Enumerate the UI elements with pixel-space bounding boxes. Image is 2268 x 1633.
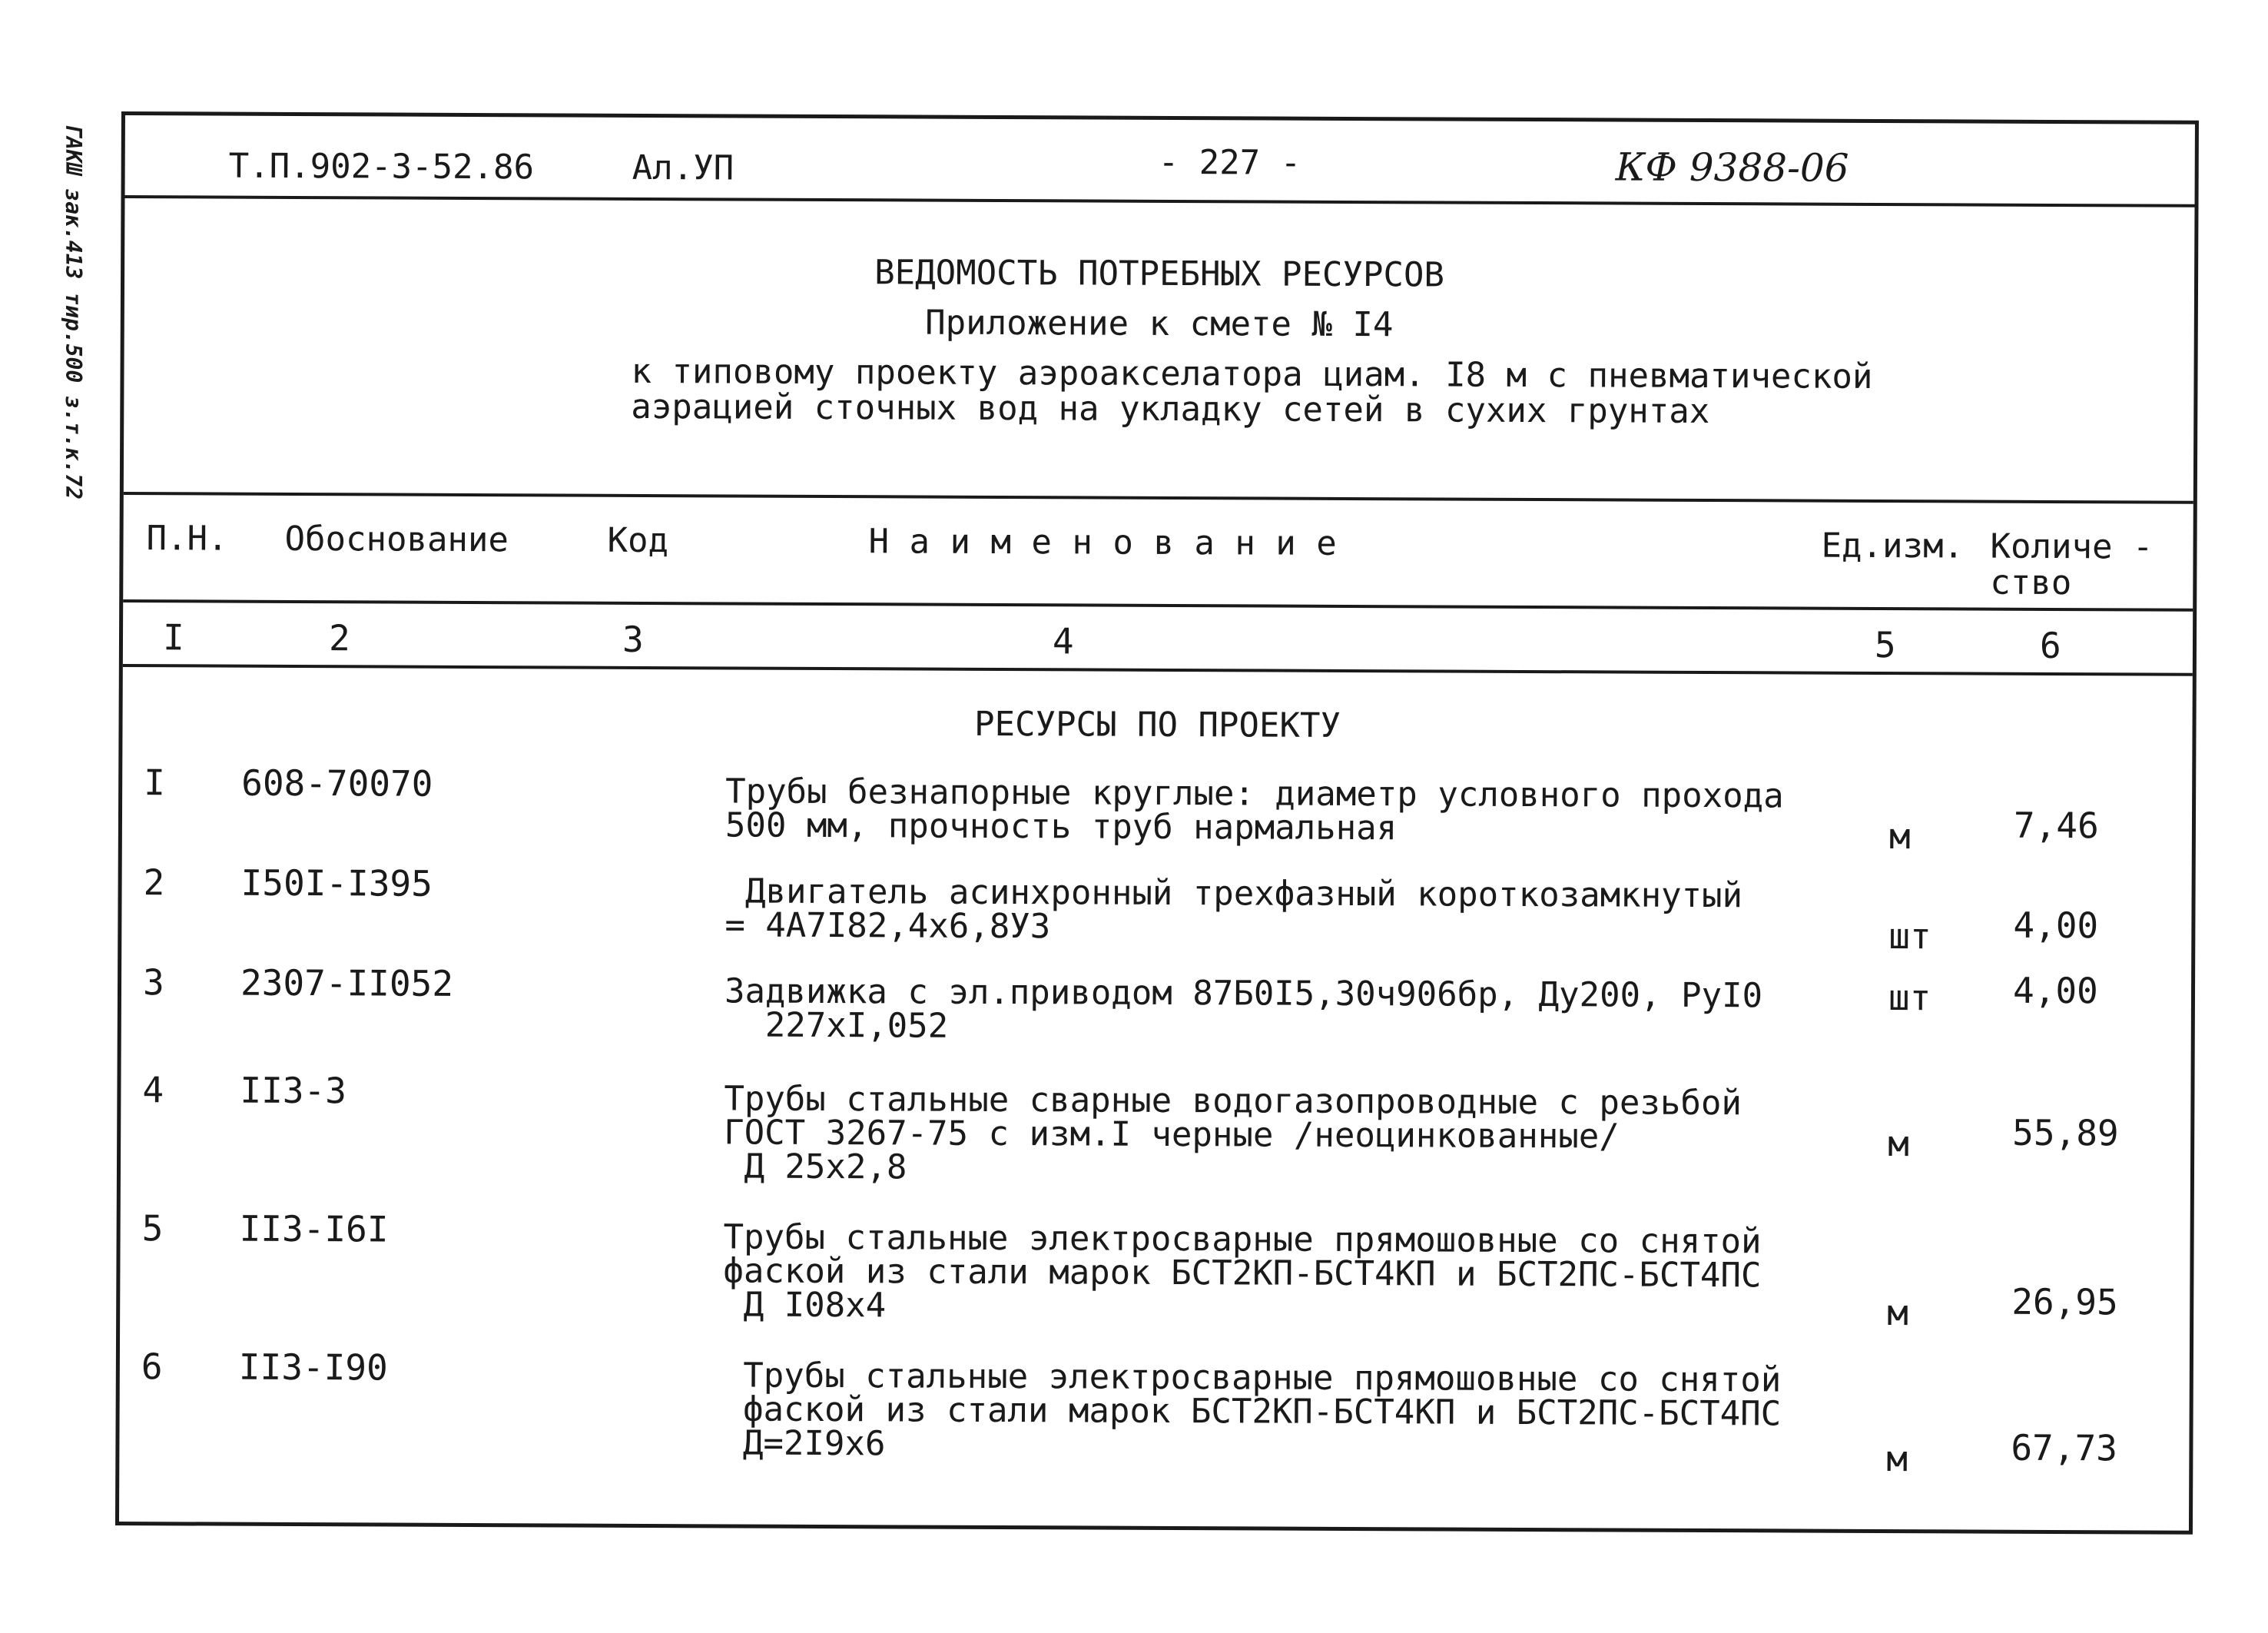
header-divider (125, 195, 2195, 207)
column-number-divider (123, 664, 2193, 676)
document-subtitle: Приложение к смете № I4 (925, 303, 1394, 345)
album-label: Ал.УП (632, 148, 734, 188)
table-row (122, 861, 2192, 958)
row-basis: I50I-I395 (240, 861, 433, 904)
col-header-pn: П.Н. (146, 519, 228, 559)
row-name-line: Трубы безнапорные круглые: диаметр условного прохода (725, 772, 1784, 816)
col-header-code: Код (607, 520, 669, 561)
row-name-line: 227хI,052 (724, 1005, 949, 1046)
col-header-unit: Ед.изм. (1821, 526, 1965, 566)
row-name-line: ГОСТ 3267-75 с изм.I черные /неоцинкованные/ (724, 1113, 1620, 1157)
row-name-line: Д 25х2,8 (723, 1147, 907, 1187)
table-row (121, 1069, 2191, 1187)
col-number-2: 2 (328, 617, 350, 659)
row-name-line: фаской из стали марок БСТ2КП-БСТ4КП и БСТ2ПС-БСТ4ПС (722, 1389, 1782, 1434)
project-code: Т.П.902-3-52.86 (228, 146, 535, 188)
column-header-divider (123, 599, 2193, 612)
row-basis: II3-I6I (239, 1207, 389, 1250)
col-number-5: 5 (1874, 623, 1896, 666)
row-pn: 2 (143, 861, 165, 904)
row-name-line: Трубы стальные электросварные прямошовные со снятой (723, 1217, 1762, 1262)
row-unit: м (1888, 1123, 1909, 1165)
resource-sheet (115, 111, 2199, 1535)
row-pn: I (144, 762, 166, 804)
row-qty: 7,46 (2013, 804, 2099, 847)
row-unit: м (1886, 1438, 1908, 1480)
row-pn: 6 (141, 1346, 163, 1388)
row-name-line: Трубы стальные сварные водогазопроводные с резьбой (724, 1079, 1742, 1124)
table-row (122, 762, 2192, 858)
project-description-line-1: к типовому проекту аэроакселатора циам. I8 м с пневматической (631, 351, 1873, 397)
row-name-line: Д I08х4 (723, 1285, 887, 1326)
row-unit: м (1888, 815, 1911, 858)
row-pn: 3 (142, 961, 164, 1004)
title-divider (124, 492, 2193, 504)
row-qty: 55,89 (2012, 1111, 2119, 1154)
row-qty: 4,00 (2013, 904, 2099, 947)
row-qty: 26,95 (2011, 1280, 2118, 1323)
side-stamp-text: ГАКШ зак.413 тир.500 з.т.к.72 (60, 123, 86, 500)
row-name-line: Д=2I9х6 (722, 1423, 886, 1464)
side-stamp (46, 123, 100, 500)
row-name-line: фаской из стали марок БСТ2КП-БСТ4КП и БСТ2ПС-БСТ4ПС (723, 1251, 1762, 1296)
col-header-qty-2: ство (1990, 563, 2072, 603)
row-pn: 5 (141, 1207, 164, 1250)
project-description-line-2: аэрацией сточных вод на укладку сетей в сухих грунтах (631, 387, 1710, 432)
row-basis: II3-I90 (238, 1346, 388, 1389)
page-number: - 227 - (1158, 142, 1301, 183)
col-number-6: 6 (2039, 624, 2061, 667)
table-row (121, 1207, 2190, 1334)
row-name-line: Двигатель асинхронный трехфазный короткозамкнутый (724, 871, 1743, 916)
row-unit: шт (1888, 977, 1931, 1019)
col-number-3: 3 (622, 618, 644, 660)
row-basis: II3-3 (240, 1069, 347, 1112)
section-title: РЕСУРСЫ ПО ПРОЕКТУ (973, 704, 1341, 745)
col-number-4: 4 (1052, 620, 1074, 662)
row-qty: 4,00 (2012, 969, 2098, 1012)
row-name-line: = 4А7I82,4х6,8У3 (724, 905, 1051, 947)
col-number-1: I (162, 616, 184, 659)
row-unit: шт (1888, 915, 1931, 958)
table-row (120, 1346, 2190, 1480)
row-basis: 608-70070 (241, 762, 433, 805)
row-name-line: Трубы стальные электросварные прямошовные со снятой (722, 1356, 1782, 1400)
col-header-basis: Обоснование (284, 519, 509, 560)
row-name-line: Задвижка с эл.приводом 87Б0I5,30ч906бр, Ду200, РуI0 (724, 971, 1763, 1016)
row-pn: 4 (142, 1069, 164, 1111)
row-basis: 2307-II052 (240, 961, 454, 1004)
table-row (121, 961, 2191, 1046)
row-name-line: 500 мм, прочность труб нармальная (724, 805, 1398, 848)
row-unit: м (1887, 1292, 1909, 1334)
archive-number: КФ 9388-06 (1615, 144, 1849, 191)
col-header-name: Н а и м е н о в а н и е (868, 522, 1337, 563)
col-header-qty-1: Количе - (1990, 526, 2154, 567)
row-qty: 67,73 (2011, 1426, 2118, 1469)
document-title: ВЕДОМОСТЬ ПОТРЕБНЫХ РЕСУРСОВ (874, 253, 1445, 295)
